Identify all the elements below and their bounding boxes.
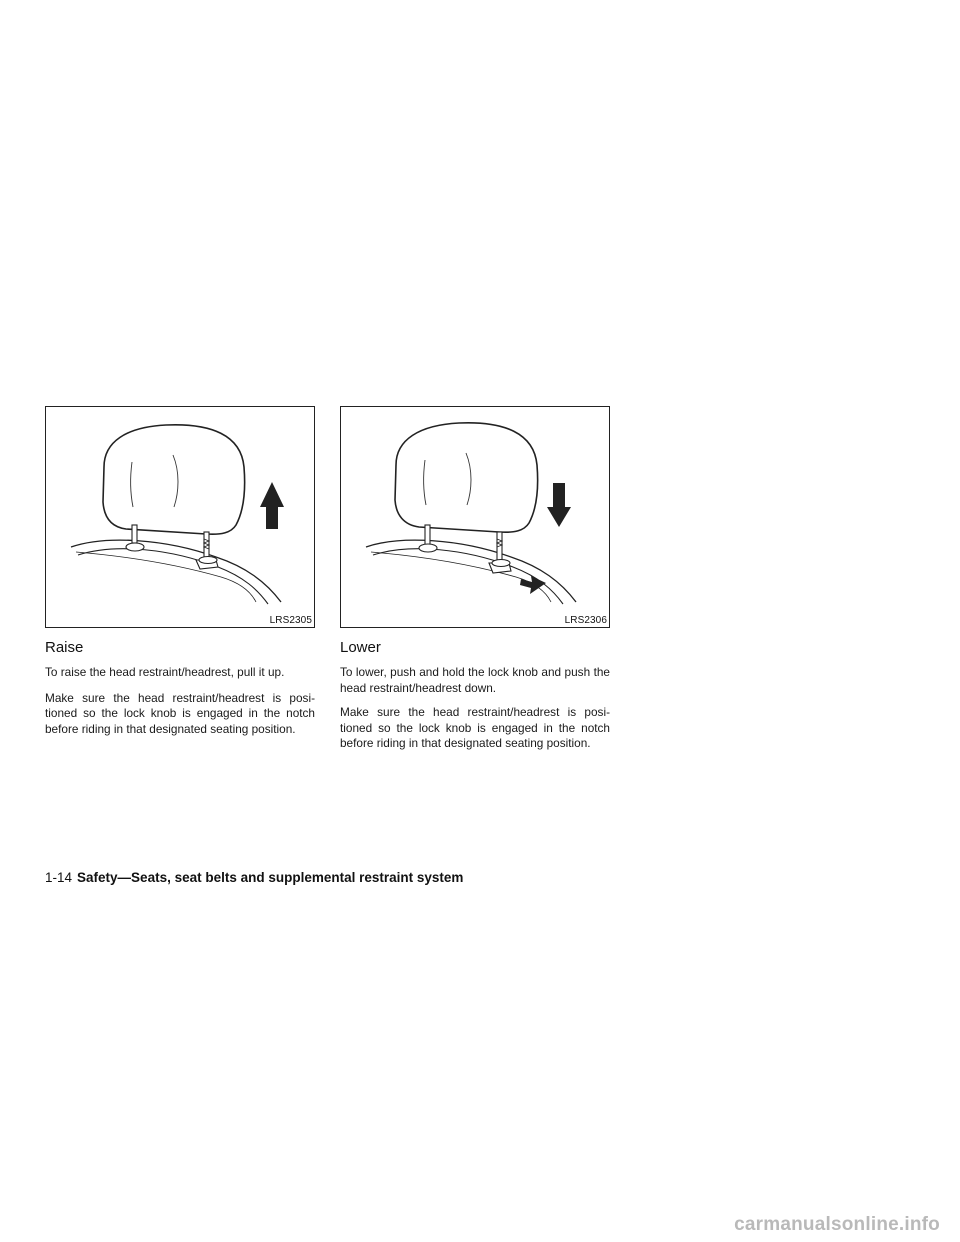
figure-lower	[340, 406, 610, 628]
arrow-up-icon	[46, 407, 314, 627]
paragraph: Make sure the head restraint/headrest is posi- tioned so the lock knob is engaged in the notch before riding in that designated seating position.	[45, 690, 315, 736]
watermark: carmanualsonline.info	[734, 1214, 940, 1235]
paragraph: To lower, push and hold the lock knob and push the head restraint/headrest down.	[340, 665, 610, 695]
chapter-title: Safety—Seats, seat belts and supplemental restraint system	[77, 870, 464, 885]
figure-raise	[45, 406, 315, 628]
push-arrow-icon	[341, 407, 609, 627]
paragraph: Make sure the head restraint/headrest is posi- tioned so the lock knob is engaged in the notch before riding in that designated seating position.	[340, 705, 610, 750]
page-number: 1-14	[45, 870, 73, 885]
figure-code: LRS2306	[564, 615, 607, 626]
section-heading: Lower	[340, 639, 381, 656]
paragraph: To raise the head restraint/headrest, pull it up.	[45, 665, 285, 679]
section-lower	[340, 406, 610, 761]
section-heading: Raise	[45, 639, 84, 656]
page-footer	[45, 869, 463, 887]
figure-code: LRS2305	[269, 615, 312, 626]
section-raise	[45, 406, 315, 746]
